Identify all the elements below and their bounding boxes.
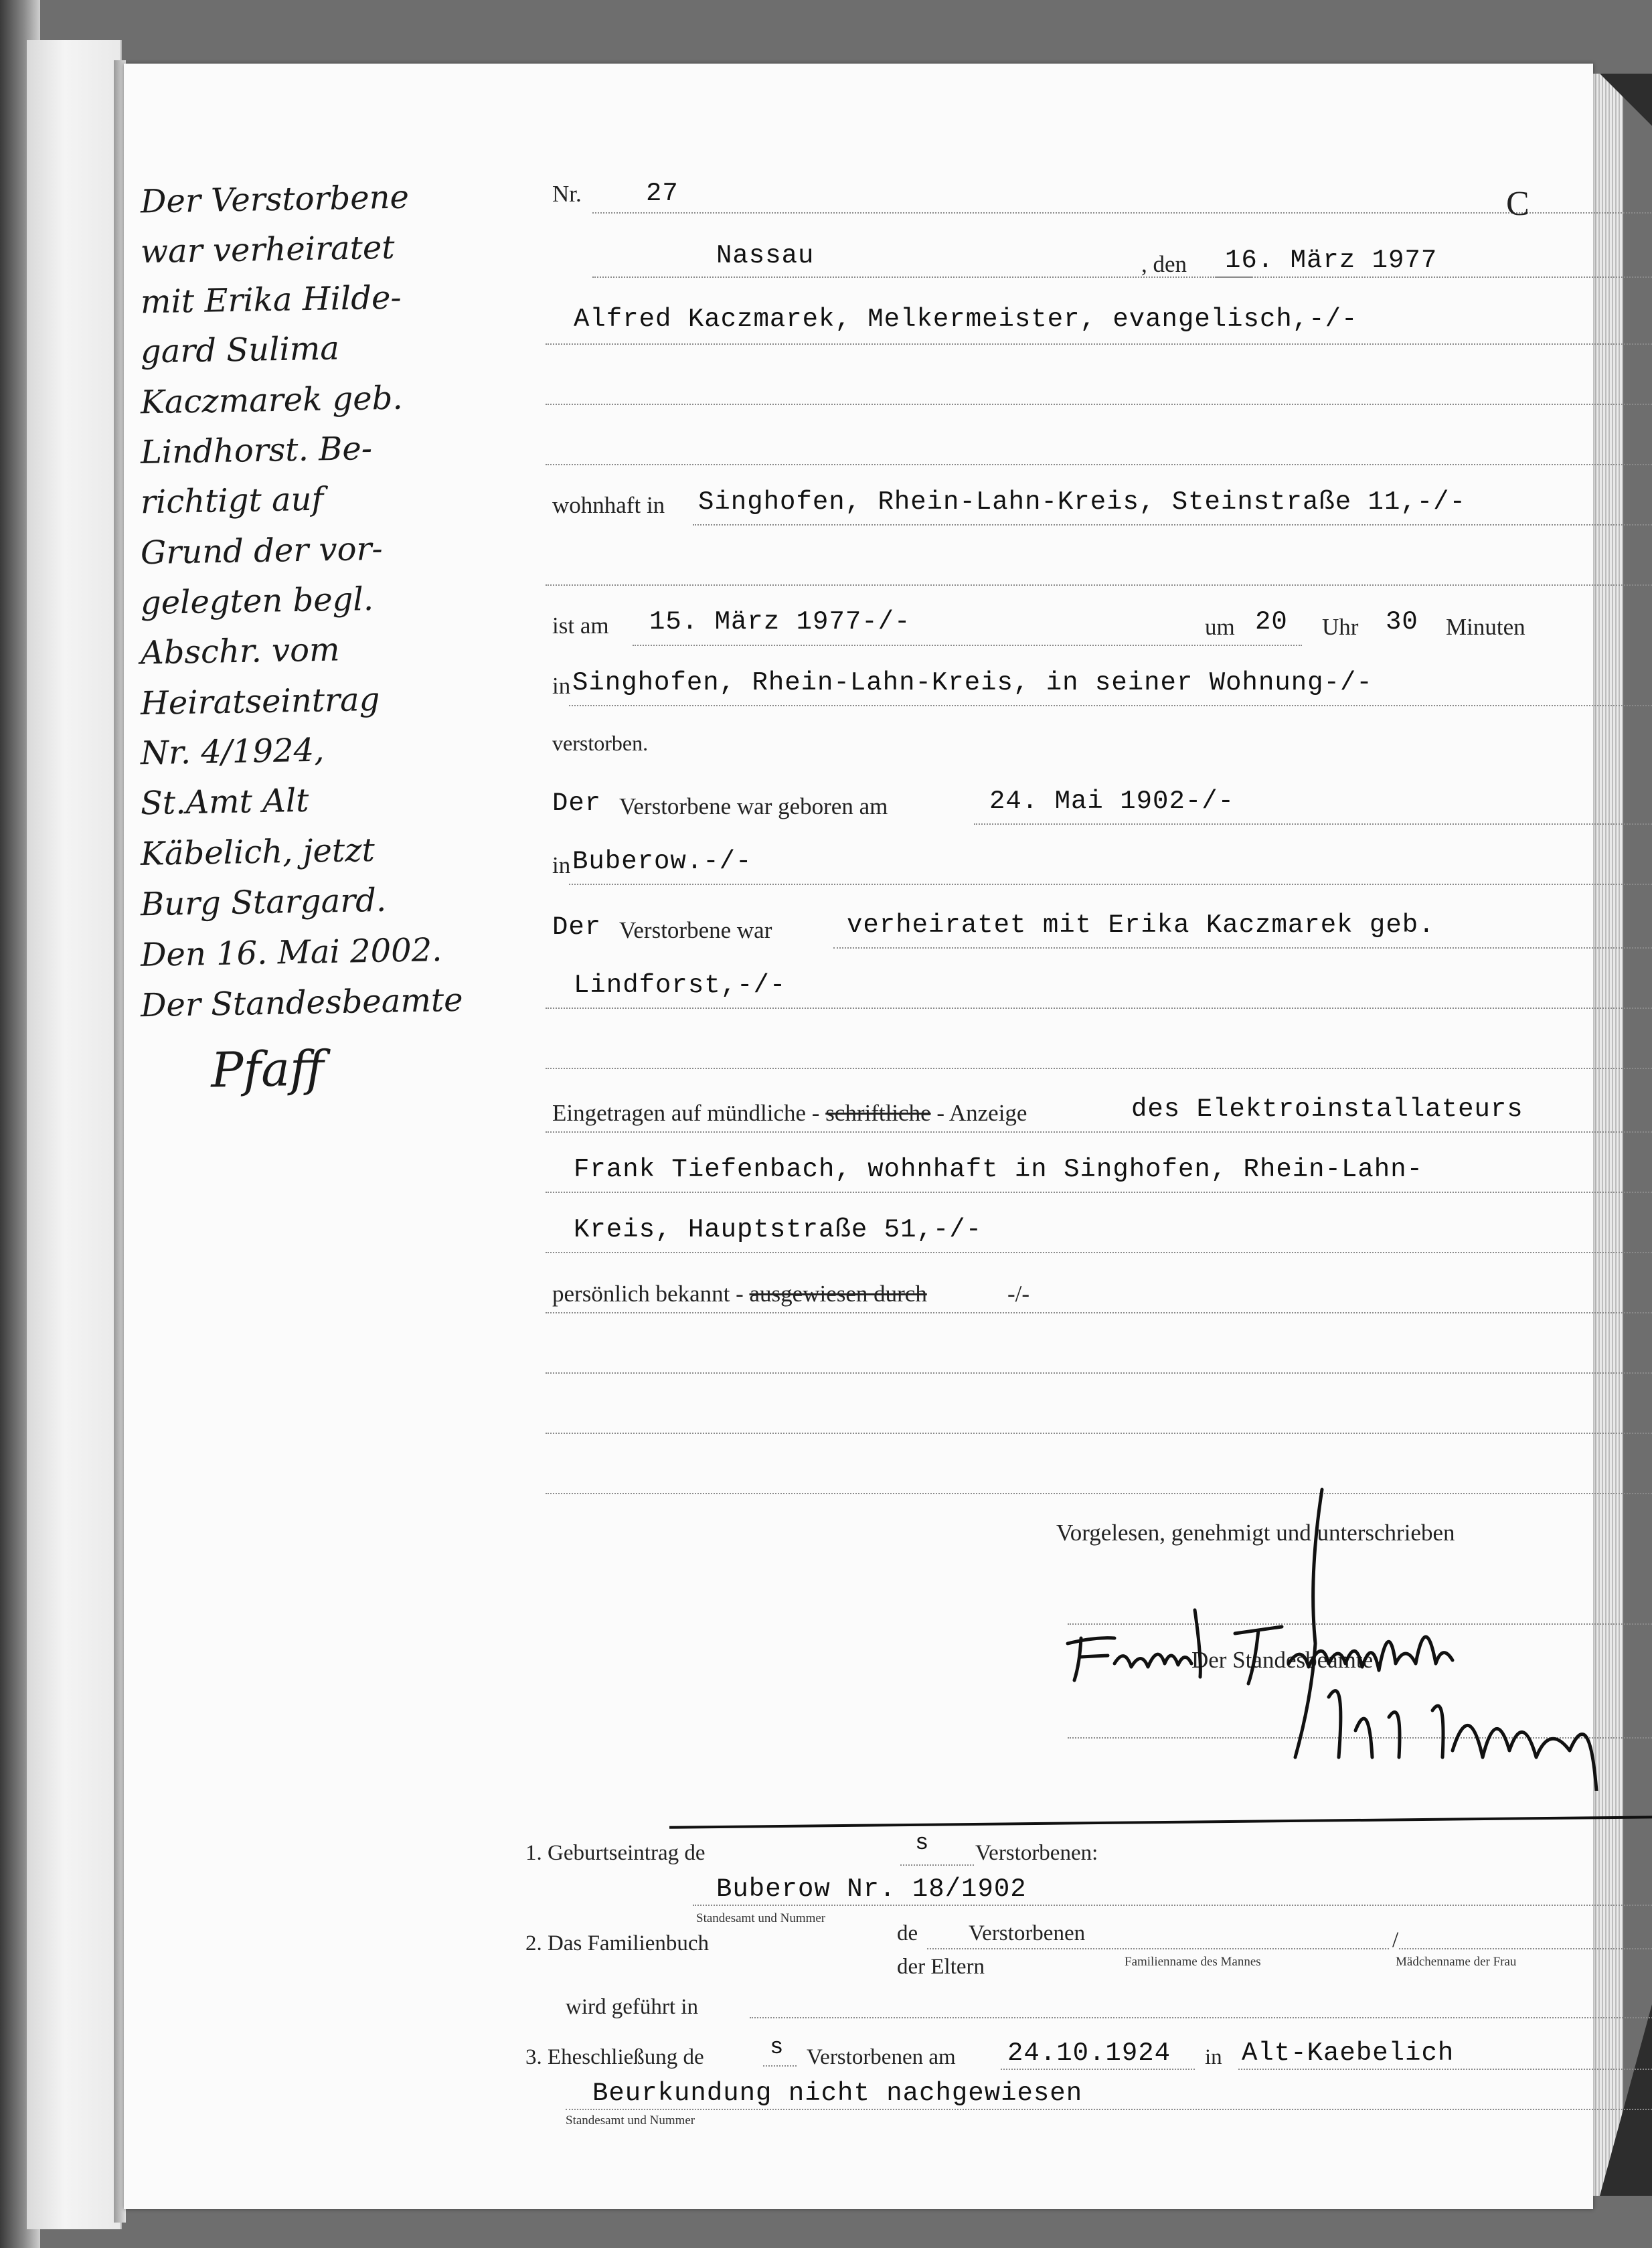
margin-note-line: St.Amt Alt — [140, 781, 309, 823]
informant-line2: Frank Tiefenbach, wohnhaft in Singhofen, Rhein-Lahn- — [574, 1155, 1423, 1184]
rule — [633, 645, 1302, 646]
page-stack-edge — [1593, 74, 1623, 2196]
margin-note-line: Der Verstorbene — [140, 178, 410, 221]
margin-note-line: Käbelich, jetzt — [140, 831, 376, 874]
informant-label-start: Eingetragen auf mündliche - — [552, 1100, 820, 1126]
section-divider — [669, 1816, 1652, 1828]
footer-item2-de: de — [897, 1921, 918, 1945]
rule — [546, 1008, 1652, 1009]
footer-item3-rest: Verstorbenen am — [807, 2045, 956, 2069]
registrar-label: Der Standesbeamte — [1191, 1647, 1374, 1673]
rule — [546, 1131, 1652, 1133]
informant-label-end: - Anzeige — [936, 1100, 1027, 1126]
rule — [592, 212, 1652, 214]
marital-label: Verstorbene war — [619, 917, 772, 943]
den-label: , den — [1141, 251, 1187, 277]
footer-item1-rest: Verstorbenen: — [975, 1841, 1098, 1865]
footer-item3-s: s — [770, 2035, 784, 2061]
wohnhaft-label: wohnhaft in — [552, 492, 665, 518]
marital-der: Der — [552, 912, 602, 942]
death-date: 15. März 1977-/- — [649, 607, 911, 637]
gefuehrt-label: wird geführt in — [566, 1995, 698, 2019]
margin-note-line: Abschr. vom — [140, 631, 341, 672]
rule — [566, 2109, 1652, 2110]
deceased-identity: Alfred Kaczmarek, Melkermeister, evangelisch,-/- — [574, 305, 1358, 334]
informant-label — [552, 1100, 1027, 1127]
read-approved-label: Vorgelesen, genehmigt und unterschrieben — [1056, 1520, 1455, 1546]
rule — [693, 1905, 1652, 1906]
margin-note-line: gard Sulima — [140, 329, 340, 371]
familienname-label: Familienname des Mannes — [1125, 1955, 1261, 1969]
minuten-label: Minuten — [1446, 614, 1525, 640]
margin-note-line: Burg Stargard. — [140, 881, 387, 924]
register-page — [124, 64, 1593, 2209]
rule — [546, 584, 1652, 586]
marital-status-cont: Lindforst,-/- — [574, 971, 787, 1000]
register-letter: C — [1506, 185, 1530, 223]
standesamt-label: Standesamt und Nummer — [696, 1911, 826, 1925]
margin-note-line: Grund der vor- — [140, 530, 384, 572]
residence: Singhofen, Rhein-Lahn-Kreis, Steinstraße 11,-/- — [698, 487, 1466, 517]
death-hour: 20 — [1255, 607, 1288, 637]
known-struck: ausgewiesen durch — [749, 1281, 927, 1307]
footer-item1-s: s — [915, 1831, 930, 1856]
rule — [546, 404, 1652, 405]
signature-strokes — [1041, 1443, 1643, 1791]
rule — [546, 1252, 1652, 1253]
rule — [546, 1192, 1652, 1193]
margin-note-line: Heiratseintrag — [140, 680, 380, 723]
rule — [693, 524, 1652, 526]
ist-am-label: ist am — [552, 613, 609, 639]
footer-item2-label: 2. Das Familienbuch — [525, 1931, 710, 1955]
uhr-label: Uhr — [1322, 614, 1359, 640]
marriage-date: 24.10.1924 — [1007, 2038, 1171, 2068]
rule — [569, 884, 1652, 885]
margin-note-line: gelegten begl. — [140, 580, 374, 623]
informant-line3: Kreis, Hauptstraße 51,-/- — [574, 1215, 983, 1245]
footer-item1-label — [525, 1841, 706, 1866]
margin-note-line: mit Erika Hilde- — [140, 278, 402, 321]
signature-tiefenbach — [1235, 1627, 1453, 1684]
rule — [763, 2065, 797, 2067]
margin-note-signature: Pfaff — [210, 1040, 325, 1099]
birth-in-label: in — [552, 852, 571, 878]
informant-struck-written: schriftliche — [825, 1100, 931, 1126]
signature-registrar — [1295, 1490, 1596, 1791]
rule — [833, 947, 1652, 949]
informant-occupation: des Elektroinstallateurs — [1131, 1095, 1523, 1124]
birth-place: Buberow.-/- — [572, 847, 752, 876]
rule — [546, 464, 1652, 465]
birth-der: Der — [552, 789, 602, 818]
known-label-start: persönlich bekannt - — [552, 1281, 744, 1307]
known-label — [552, 1281, 927, 1307]
footer-slash: / — [1392, 1928, 1399, 1952]
birth-date: 24. Mai 1902-/- — [989, 787, 1235, 816]
standesamt-label-2: Standesamt und Nummer — [566, 2113, 695, 2127]
known-value: -/- — [1007, 1281, 1030, 1307]
rule — [546, 1372, 1652, 1374]
margin-note-line: war verheiratet — [140, 228, 396, 271]
rule — [974, 823, 1652, 825]
rule — [1215, 276, 1652, 278]
birth-label: Verstorbene war geboren am — [619, 793, 888, 819]
margin-note-line: Kaczmarek geb. — [140, 379, 404, 422]
registry-date: 16. März 1977 — [1225, 246, 1438, 275]
signature-frank — [1068, 1610, 1200, 1680]
rule — [546, 1068, 1652, 1069]
rule — [927, 1948, 1389, 1949]
death-place: Singhofen, Rhein-Lahn-Kreis, in seiner Wohnung-/- — [572, 668, 1373, 698]
nr-label: Nr. — [552, 181, 582, 207]
entry-number: 27 — [646, 179, 679, 208]
rule — [1399, 1948, 1652, 1949]
margin-note-line: Nr. 4/1924, — [140, 731, 325, 773]
rule — [569, 705, 1652, 706]
rule — [546, 1433, 1652, 1434]
footer-item3-in: in — [1205, 2045, 1222, 2069]
death-minute: 30 — [1386, 607, 1418, 637]
rule — [1238, 2069, 1652, 2070]
left-page-edge — [27, 40, 122, 2229]
birth-registry: Buberow Nr. 18/1902 — [716, 1874, 1027, 1904]
rule — [546, 343, 1652, 345]
in-label: in — [552, 673, 571, 699]
rule — [750, 2017, 1652, 2018]
margin-note-line: Lindhorst. Be- — [140, 429, 373, 472]
footer-item3-label: 3. Eheschließung de — [525, 2045, 704, 2069]
marital-status: verheiratet mit Erika Kaczmarek geb. — [847, 910, 1435, 940]
margin-note-line: richtigt auf — [140, 480, 324, 521]
marriage-record: Beurkundung nicht nachgewiesen — [592, 2079, 1083, 2108]
maedchenname-label: Mädchenname der Frau — [1396, 1955, 1517, 1969]
footer-item2-value: Verstorbenen — [969, 1921, 1086, 1945]
footer-item1-prefix: 1. Geburtseintrag de — [525, 1841, 706, 1865]
registry-place: Nassau — [716, 241, 815, 270]
rule — [546, 1312, 1652, 1313]
footer-item2-eltern: der Eltern — [897, 1955, 985, 1979]
margin-note-line: Den 16. Mai 2002. — [140, 931, 442, 974]
margin-note-line: Der Standesbeamte — [140, 981, 463, 1025]
rule — [900, 1864, 974, 1866]
marriage-place: Alt-Kaebelich — [1242, 2038, 1455, 2068]
um-label: um — [1205, 614, 1235, 640]
rule — [1001, 2069, 1195, 2070]
verstorben-label: verstorben. — [552, 731, 649, 755]
